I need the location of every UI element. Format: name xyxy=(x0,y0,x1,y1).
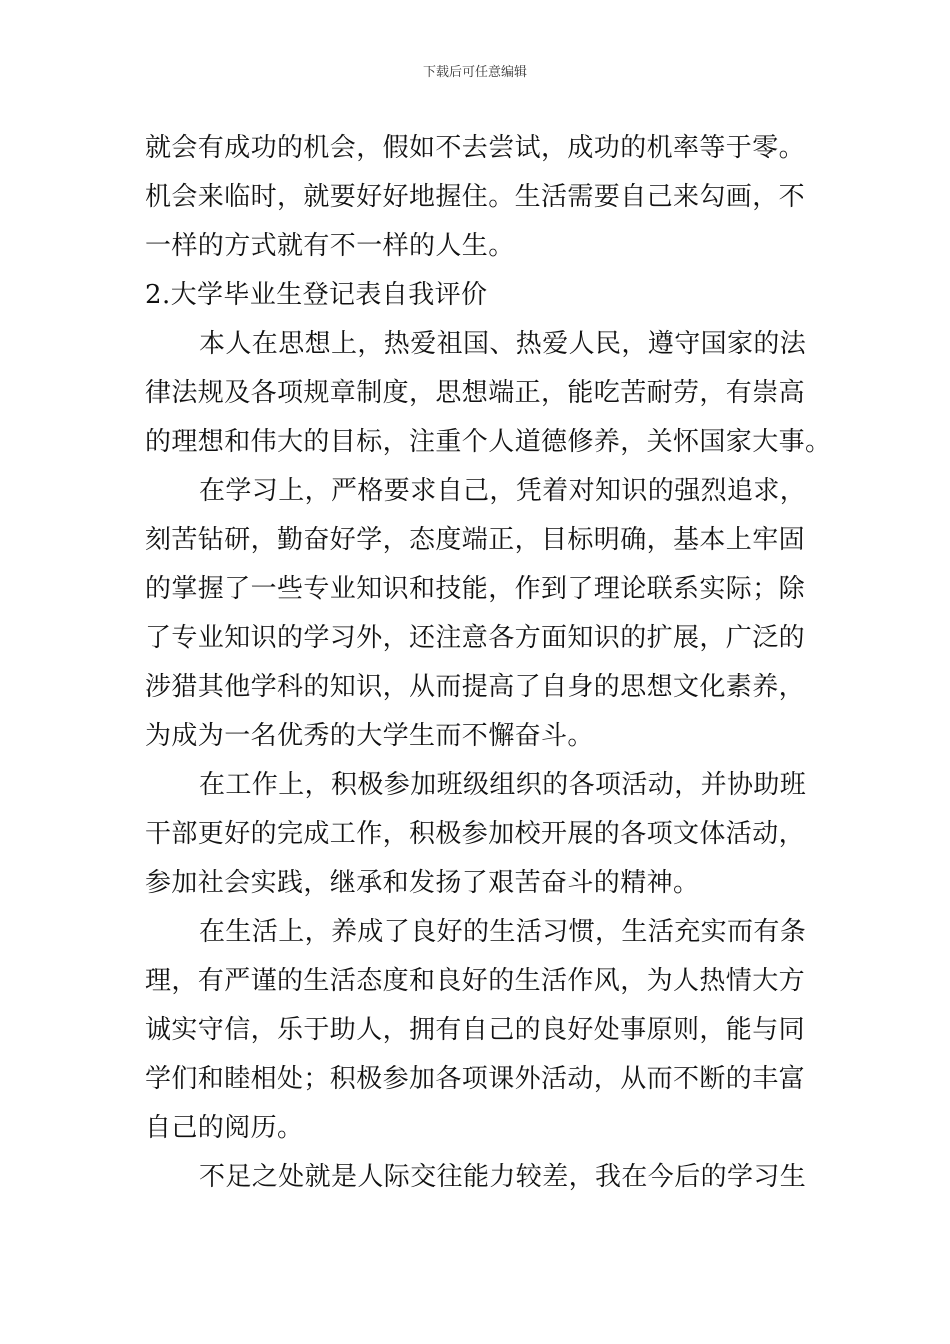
text-line: 为成为一名优秀的大学生而不懈奋斗。 xyxy=(145,721,594,751)
document-body xyxy=(145,128,832,1206)
text-line: 的理想和伟大的目标，注重个人道德修养，关怀国家大事。 xyxy=(145,427,832,457)
text-line: 在学习上，严格要求自己，凭着对知识的强烈追求， xyxy=(199,476,807,506)
section-heading: 2.大学毕业生登记表自我评价 xyxy=(145,280,488,310)
text-line: 自己的阅历。 xyxy=(145,1113,304,1143)
page-header: 下载后可任意编辑 xyxy=(422,65,527,80)
text-line: 不足之处就是人际交往能力较差，我在今后的学习生 xyxy=(199,1162,807,1192)
text-line: 在工作上，积极参加班级组织的各项活动，并协助班 xyxy=(199,770,807,800)
text-line: 学们和睦相处；积极参加各项课外活动，从而不断的丰富 xyxy=(145,1064,806,1094)
text-line: 的掌握了一些专业知识和技能，作到了理论联系实际；除 xyxy=(145,574,806,604)
text-line: 本人在思想上，热爱祖国、热爱人民，遵守国家的法 xyxy=(199,329,807,359)
text-line: 参加社会实践，继承和发扬了艰苦奋斗的精神。 xyxy=(145,868,700,898)
text-line: 一样的方式就有不一样的人生。 xyxy=(145,231,515,261)
text-line: 诚实守信，乐于助人，拥有自己的良好处事原则，能与同 xyxy=(145,1015,806,1045)
text-line: 理，有严谨的生活态度和良好的生活作风，为人热情大方 xyxy=(145,966,806,996)
text-line: 涉猎其他学科的知识，从而提高了自身的思想文化素养， xyxy=(145,672,806,702)
text-line: 干部更好的完成工作，积极参加校开展的各项文体活动， xyxy=(145,819,806,849)
text-line: 在生活上，养成了良好的生活习惯，生活充实而有条 xyxy=(199,917,807,947)
text-line: 刻苦钻研，勤奋好学，态度端正，目标明确，基本上牢固 xyxy=(145,525,806,555)
text-line: 就会有成功的机会，假如不去尝试，成功的机率等于零。 xyxy=(145,133,806,163)
text-line: 机会来临时，就要好好地握住。生活需要自己来勾画，不 xyxy=(145,182,806,212)
text-line: 律法规及各项规章制度，思想端正，能吃苦耐劳，有崇高 xyxy=(145,378,806,408)
text-line: 了专业知识的学习外，还注意各方面知识的扩展，广泛的 xyxy=(145,623,806,653)
